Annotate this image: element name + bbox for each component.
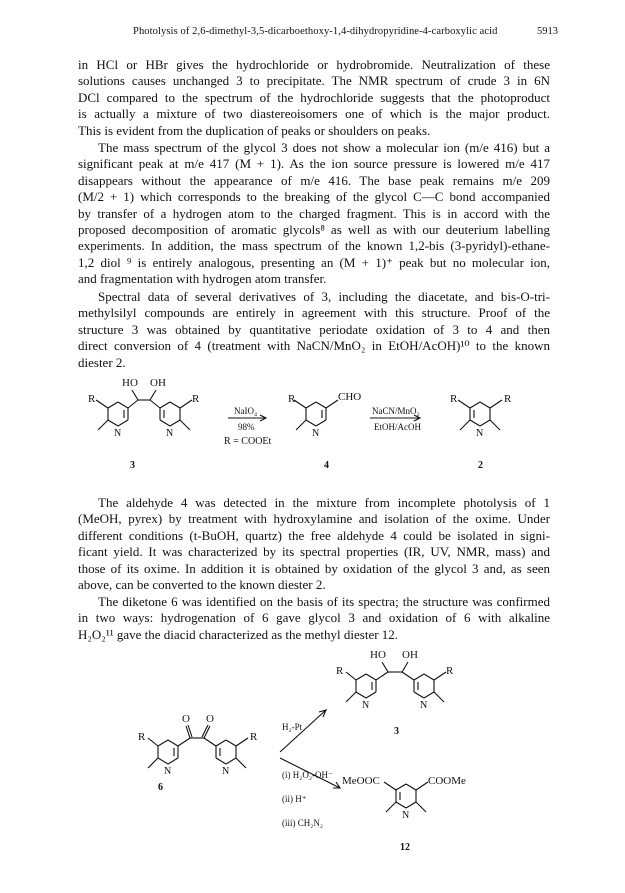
diester-structure-2 — [458, 400, 502, 430]
compound-label-2: 2 — [478, 460, 483, 471]
text-line: direct conversion of 4 (treatment with NaCN/MnO₂ in EtOH/AcOH)¹⁰ to the known — [78, 338, 550, 354]
reagent-nacn: NaCN/MnO₂ — [372, 406, 420, 416]
r-label: R — [446, 665, 454, 677]
reagent-step-1: (i) H₂O₂-OH⁻ — [282, 770, 333, 780]
text-line: and fragmentation with hydrogen atom transfer. — [78, 271, 327, 287]
n-label: N — [362, 700, 370, 711]
text-line: experiments. In addition, the mass spectrum of the known 1,2-bis (3-pyridyl)-ethane- — [78, 238, 550, 254]
text-line: in HCl or HBr gives the hydrochloride or hydrobromide. Neutralization of these — [78, 57, 550, 72]
cho-label: CHO — [338, 391, 362, 403]
r-label: R — [138, 731, 146, 743]
text-line: is actually a mixture of two diastereoisomers one of which is the major product. — [78, 106, 550, 122]
text-line: 1,2 diol ⁹ is entirely analogous, presenting an (M + 1)⁺ peak but no molecular ion, — [78, 254, 550, 270]
text-line: different conditions (t-BuOH, quartz) the free aldehyde 4 could be isolated in signi- — [78, 527, 550, 543]
text-line: those of its oxime. In addition it is obtained by oxidation of the glycol 3 and, as seen — [78, 560, 550, 576]
meooc-label: MeOOC — [342, 775, 380, 787]
r-label: R — [88, 393, 96, 405]
r-definition: R = COOEt — [224, 436, 272, 447]
reagent-naio4: NaIO₄ — [234, 406, 258, 416]
oh-label: OH — [402, 650, 418, 661]
o-label: O — [182, 713, 190, 725]
compound-label-3: 3 — [130, 460, 135, 471]
compound-label-12: 12 — [400, 842, 410, 853]
reagent-etoh: EtOH/AcOH — [374, 422, 421, 432]
n-label: N — [402, 810, 410, 821]
running-header — [0, 26, 625, 42]
text-line: diester 2. — [78, 354, 126, 370]
n-label: N — [312, 428, 320, 439]
reaction-scheme-2 — [130, 650, 550, 880]
n-label: N — [166, 428, 174, 439]
r-label: R — [336, 665, 344, 677]
n-label: N — [476, 428, 484, 439]
text-line: disappears without the appearance of m/e 416. The base peak remains m/e 209 — [78, 172, 550, 188]
running-title: Photolysis of 2,6-dimethyl-3,5-dicarboethoxy-1,4-dihydropyridine-4-carboxylic acid — [133, 26, 498, 37]
n-label: N — [420, 700, 428, 711]
text-line: by transfer of a hydrogen atom to the charged fragment. This is in accord with the — [78, 205, 550, 221]
compound-label-4: 4 — [324, 460, 329, 471]
r-label: R — [450, 393, 458, 405]
paragraph-1 — [78, 57, 550, 139]
text-line: (MeOH, pyrex) by treatment with hydroxylamine and isolation of the oxime. Under — [78, 511, 550, 527]
text-line: in two ways: hydrogenation of 6 gave glycol 3 and oxidation of 6 with alkaline — [78, 610, 550, 626]
glycol-structure-3 — [96, 390, 192, 430]
text-line: This is evident from the duplication of peaks or shoulders on peaks. — [78, 122, 431, 138]
text-line: above, can be converted to the known diester 2. — [78, 577, 326, 593]
reagent-h2pt: H₂-Pt — [282, 722, 303, 732]
aldehyde-structure-4 — [294, 400, 338, 430]
r-label: R — [504, 393, 512, 405]
paragraph-3 — [78, 289, 550, 371]
text-line: significant peak at m/e 417 (M + 1). As the ion source pressure is lowered m/e 417 — [78, 156, 550, 172]
n-label: N — [164, 766, 172, 777]
text-line: The diketone 6 was identified on the basis of its spectra; the structure was confirmed — [98, 594, 550, 609]
text-line: (M/2 + 1) which corresponds to the breaking of the glycol C—C bond accompanied — [78, 189, 550, 205]
n-label: N — [222, 766, 230, 777]
ho-label: HO — [370, 650, 386, 661]
reaction-scheme-1 — [70, 372, 560, 482]
compound-label-6: 6 — [158, 782, 163, 793]
text-line: solutions causes unchanged 3 to precipitate. The NMR spectrum of crude 3 in 6N — [78, 73, 550, 89]
o-label: O — [206, 713, 214, 725]
paragraph-5 — [78, 594, 550, 643]
reagent-step-3: (iii) CH₂N₂ — [282, 818, 324, 828]
text-line: proposed decomposition of aromatic glycols⁸ as well as with our deuterium labelling — [78, 222, 550, 238]
coome-label: COOMe — [428, 775, 466, 787]
paragraph-2 — [78, 140, 550, 288]
reagent-step-2: (ii) H⁺ — [282, 794, 307, 804]
text-line: methylsilyl compounds are entirely in agreement with this structure. Proof of the — [78, 305, 550, 321]
compound-label-3: 3 — [394, 726, 399, 737]
yield-label: 98% — [238, 422, 255, 432]
methyl-diester-structure-12 — [384, 782, 428, 812]
n-label: N — [114, 428, 122, 439]
text-line: The aldehyde 4 was detected in the mixture from incomplete photolysis of 1 — [98, 495, 550, 510]
paragraph-4 — [78, 495, 550, 593]
text-line: The mass spectrum of the glycol 3 does not show a molecular ion (m/e 416) but a — [98, 140, 550, 155]
r-label: R — [250, 731, 258, 743]
text-line: Spectral data of several derivatives of 3, including the diacetate, and bis-O-tri- — [98, 289, 550, 304]
text-line: structure 3 was obtained by quantitative periodate oxidation of 3 to 4 and then — [78, 321, 550, 337]
page-number: 5913 — [537, 26, 558, 37]
text-line: DCl compared to the spectrum of the hydrochloride suggests that the photoproduct — [78, 89, 550, 105]
text-line: ficant yield. It was characterized by its spectral properties (IR, UV, NMR, mass) and — [78, 544, 550, 560]
glycol-structure-3 — [346, 662, 446, 702]
oh-label: OH — [150, 377, 166, 389]
ho-label: HO — [122, 377, 138, 389]
r-label: R — [192, 393, 200, 405]
text-line: H₂O₂¹¹ gave the diacid characterized as the methyl diester 12. — [78, 626, 399, 642]
diketone-structure-6 — [148, 725, 248, 768]
r-label: R — [288, 393, 296, 405]
